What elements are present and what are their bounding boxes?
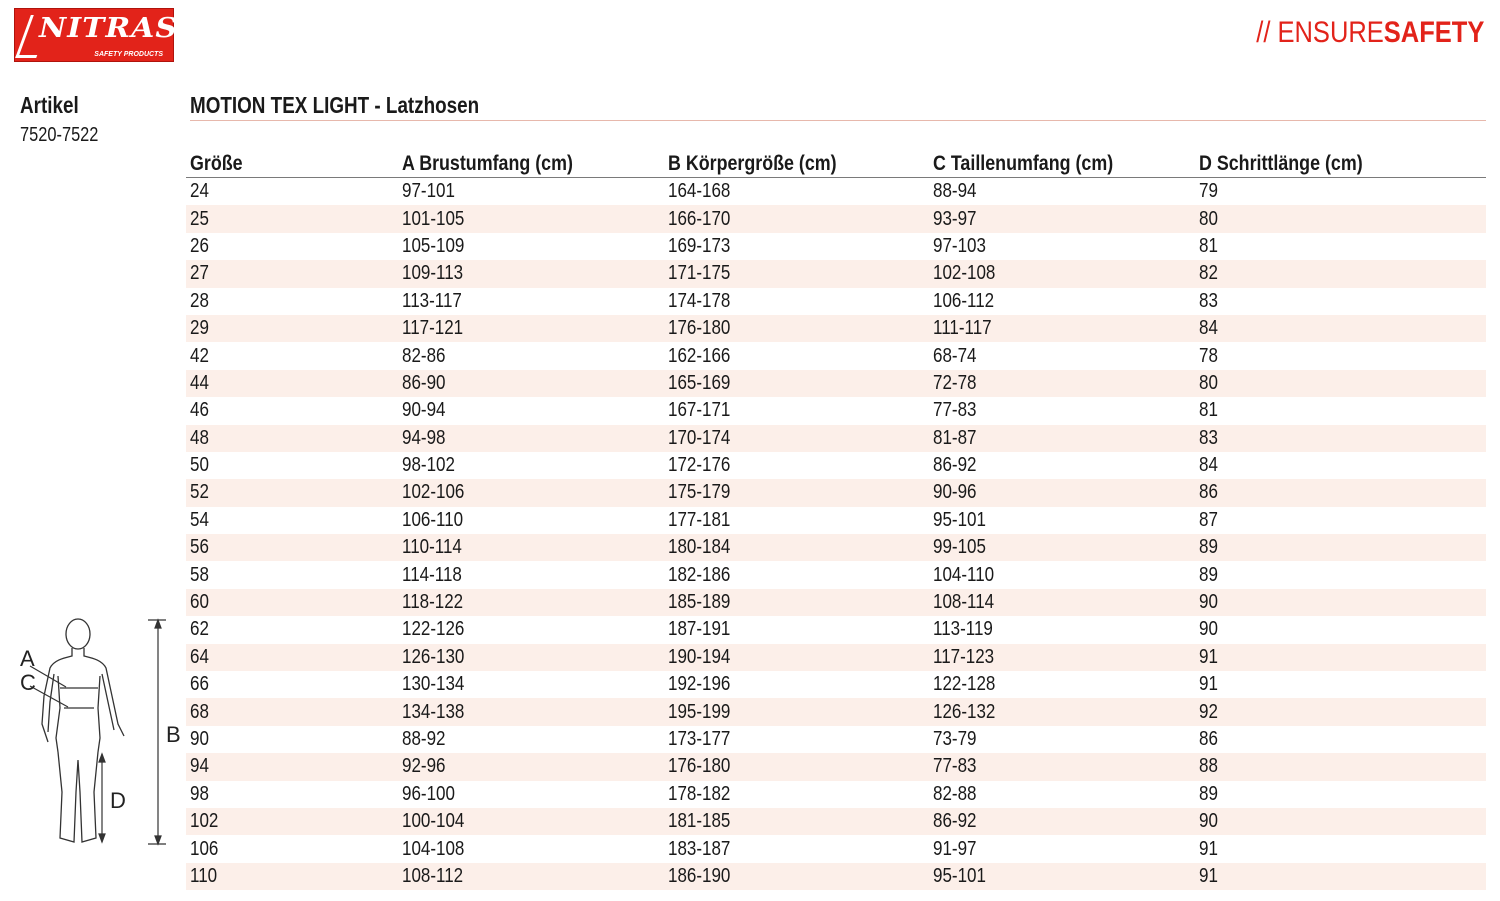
table-header-row <box>186 150 1486 178</box>
table-cell: 94-98 <box>398 425 664 452</box>
logo-name: NITRAS <box>39 13 178 44</box>
table-cell: 86-92 <box>929 808 1195 835</box>
table-cell: 86-90 <box>398 370 664 397</box>
table-cell: 181-185 <box>664 808 929 835</box>
table-cell: 126-130 <box>398 644 664 671</box>
table-cell: 102-108 <box>929 260 1195 287</box>
table-cell: 79 <box>1199 180 1218 203</box>
header-schrittlaenge: D Schrittlänge (cm) <box>1195 150 1486 178</box>
table-cell: 195-199 <box>664 698 929 725</box>
table-cell: 60 <box>186 589 398 616</box>
table-row <box>186 671 1486 698</box>
table-row <box>186 479 1486 506</box>
table-row <box>186 808 1486 835</box>
table-cell: 94 <box>186 753 398 780</box>
table-cell: 106 <box>190 837 219 860</box>
table-cell: 113-117 <box>402 289 462 312</box>
table-cell: 91-97 <box>933 837 977 860</box>
table-cell: 88-94 <box>933 180 977 203</box>
figure-head <box>66 619 90 649</box>
table-cell: 169-173 <box>668 234 731 257</box>
table-cell: 28 <box>190 289 209 312</box>
table-cell: 175-179 <box>664 479 929 506</box>
table-cell: 64 <box>186 644 398 671</box>
table-cell: 82 <box>1195 260 1486 287</box>
table-cell: 84 <box>1199 454 1218 477</box>
header-brustumfang: A Brustumfang (cm) <box>398 150 664 178</box>
table-cell: 105-109 <box>402 234 465 257</box>
title-divider <box>190 120 1486 121</box>
table-row <box>186 781 1486 808</box>
table-cell: 126-132 <box>929 698 1195 725</box>
table-cell: 97-103 <box>933 234 986 257</box>
table-cell: 68 <box>186 698 398 725</box>
table-cell: 92-96 <box>398 753 664 780</box>
table-cell: 164-168 <box>668 180 731 203</box>
table-row <box>186 370 1486 397</box>
table-cell: 44 <box>186 370 398 397</box>
table-cell: 177-181 <box>668 508 731 531</box>
table-cell: 86 <box>1195 479 1486 506</box>
table-cell: 90-96 <box>929 479 1195 506</box>
table-cell: 90 <box>1195 589 1486 616</box>
table-cell: 110-114 <box>398 534 664 561</box>
table-cell: 110 <box>186 863 398 890</box>
table-cell: 83 <box>1199 289 1218 312</box>
table-cell: 130-134 <box>402 673 465 696</box>
table-cell: 81-87 <box>929 425 1195 452</box>
table-cell: 81 <box>1199 234 1218 257</box>
table-cell: 81 <box>1199 399 1218 422</box>
table-cell: 102 <box>186 808 398 835</box>
table-cell: 86-92 <box>933 454 977 477</box>
label-b: B <box>166 722 181 747</box>
body-measurement-figure <box>14 612 184 852</box>
table-cell: 48 <box>186 425 398 452</box>
table-cell: 182-186 <box>668 563 731 586</box>
table-cell: 174-178 <box>668 289 731 312</box>
label-d: D <box>110 788 126 813</box>
table-cell: 106-110 <box>402 508 464 531</box>
table-cell: 50 <box>190 454 209 477</box>
size-table <box>186 150 1486 890</box>
table-cell: 90-94 <box>402 399 446 422</box>
table-cell: 183-187 <box>668 837 731 860</box>
table-cell: 42 <box>190 344 209 367</box>
table-cell: 178-182 <box>668 782 731 805</box>
table-row <box>186 644 1486 671</box>
table-cell: 97-101 <box>402 180 455 203</box>
table-cell: 166-170 <box>664 205 929 232</box>
table-row <box>186 616 1486 643</box>
table-cell: 54 <box>190 508 209 531</box>
table-cell: 192-196 <box>668 673 731 696</box>
table-cell: 118-122 <box>398 589 664 616</box>
table-cell: 134-138 <box>398 698 664 725</box>
table-cell: 172-176 <box>668 454 731 477</box>
table-row <box>186 452 1486 479</box>
table-cell: 68-74 <box>933 344 977 367</box>
table-row <box>186 561 1486 588</box>
header-koerpergroesse: B Körpergröße (cm) <box>664 150 929 178</box>
table-cell: 98-102 <box>402 454 455 477</box>
table-cell: 162-166 <box>668 344 731 367</box>
table-cell: 106-112 <box>933 289 995 312</box>
table-row <box>186 233 1486 260</box>
table-cell: 111-117 <box>929 315 1195 342</box>
brand-slogan <box>1256 16 1484 50</box>
table-cell: 72-78 <box>929 370 1195 397</box>
table-cell: 29 <box>186 315 398 342</box>
table-row <box>186 178 1486 206</box>
table-cell: 56 <box>186 534 398 561</box>
table-cell: 95-101 <box>929 863 1195 890</box>
table-cell: 99-105 <box>929 534 1195 561</box>
table-cell: 89 <box>1195 534 1486 561</box>
table-cell: 93-97 <box>929 205 1195 232</box>
table-cell: 78 <box>1199 344 1218 367</box>
table-cell: 84 <box>1195 315 1486 342</box>
table-row <box>186 425 1486 452</box>
table-cell: 122-128 <box>933 673 996 696</box>
table-cell: 62 <box>190 618 209 641</box>
table-cell: 46 <box>190 399 209 422</box>
table-cell: 102-106 <box>398 479 664 506</box>
label-c: C <box>20 670 36 695</box>
table-row <box>186 315 1486 342</box>
table-cell: 25 <box>186 205 398 232</box>
table-row <box>186 698 1486 725</box>
table-cell: 190-194 <box>664 644 929 671</box>
table-cell: 101-105 <box>398 205 664 232</box>
logo-subtitle: SAFETY PRODUCTS <box>94 51 163 58</box>
table-cell: 73-79 <box>933 728 977 750</box>
artikel-label: Artikel <box>20 92 79 118</box>
table-cell: 82-88 <box>933 782 977 805</box>
table-cell: 27 <box>186 260 398 287</box>
table-row <box>186 589 1486 616</box>
table-row <box>186 288 1486 315</box>
table-cell: 86 <box>1199 728 1218 750</box>
table-cell: 173-177 <box>668 728 731 750</box>
table-cell: 80 <box>1195 370 1486 397</box>
table-cell: 82-86 <box>402 344 446 367</box>
table-cell: 77-83 <box>929 753 1195 780</box>
table-row <box>186 342 1486 369</box>
table-cell: 104-108 <box>402 837 465 860</box>
table-cell: 117-121 <box>398 315 664 342</box>
table-cell: 180-184 <box>664 534 929 561</box>
table-cell: 66 <box>190 673 209 696</box>
table-cell: 114-118 <box>402 563 462 586</box>
table-cell: 100-104 <box>398 808 664 835</box>
table-cell: 92 <box>1195 698 1486 725</box>
table-cell: 77-83 <box>933 399 977 422</box>
table-cell: 90 <box>1199 618 1218 641</box>
table-cell: 91 <box>1199 673 1218 696</box>
table-cell: 91 <box>1195 863 1486 890</box>
brand-suffix: SAFETY <box>1383 16 1484 49</box>
table-cell: 91 <box>1199 837 1218 860</box>
product-title: MOTION TEX LIGHT - Latzhosen <box>190 92 480 118</box>
table-cell: 52 <box>186 479 398 506</box>
table-cell: 98 <box>190 782 209 805</box>
table-cell: 88 <box>1195 753 1486 780</box>
table-cell: 90 <box>1195 808 1486 835</box>
artikel-number: 7520-7522 <box>20 124 99 146</box>
table-cell: 88-92 <box>402 728 446 750</box>
table-cell: 89 <box>1199 563 1218 586</box>
brand-prefix: // ENSURE <box>1255 16 1384 49</box>
table-cell: 171-175 <box>664 260 929 287</box>
table-cell: 186-190 <box>664 863 929 890</box>
table-cell: 26 <box>190 234 209 257</box>
table-cell: 109-113 <box>398 260 664 287</box>
table-cell: 104-110 <box>933 563 995 586</box>
table-row <box>186 726 1486 753</box>
table-cell: 91 <box>1195 644 1486 671</box>
table-cell: 170-174 <box>664 425 929 452</box>
header-groesse: Größe <box>186 150 398 178</box>
table-cell: 83 <box>1195 425 1486 452</box>
table-cell: 96-100 <box>402 782 455 805</box>
table-cell: 24 <box>190 180 209 203</box>
table-cell: 80 <box>1195 205 1486 232</box>
table-row <box>186 205 1486 232</box>
table-cell: 185-189 <box>664 589 929 616</box>
table-row <box>186 863 1486 890</box>
table-cell: 167-171 <box>668 399 731 422</box>
table-row <box>186 397 1486 424</box>
table-cell: 176-180 <box>664 753 929 780</box>
table-cell: 113-119 <box>933 618 993 641</box>
table-cell: 187-191 <box>668 618 731 641</box>
table-row <box>186 835 1486 862</box>
table-cell: 176-180 <box>664 315 929 342</box>
label-a: A <box>20 646 35 671</box>
nitras-logo <box>14 8 178 62</box>
table-cell: 87 <box>1199 508 1218 531</box>
table-row <box>186 534 1486 561</box>
table-cell: 90 <box>190 728 209 750</box>
table-cell: 108-114 <box>929 589 1195 616</box>
table-row <box>186 507 1486 534</box>
table-row <box>186 753 1486 780</box>
table-cell: 95-101 <box>933 508 986 531</box>
table-cell: 122-126 <box>402 618 465 641</box>
table-row <box>186 260 1486 287</box>
table-cell: 108-112 <box>398 863 664 890</box>
table-cell: 89 <box>1199 782 1218 805</box>
table-cell: 58 <box>190 563 209 586</box>
table-cell: 165-169 <box>664 370 929 397</box>
table-cell: 117-123 <box>929 644 1195 671</box>
header-taillenumfang: C Taillenumfang (cm) <box>929 150 1195 178</box>
